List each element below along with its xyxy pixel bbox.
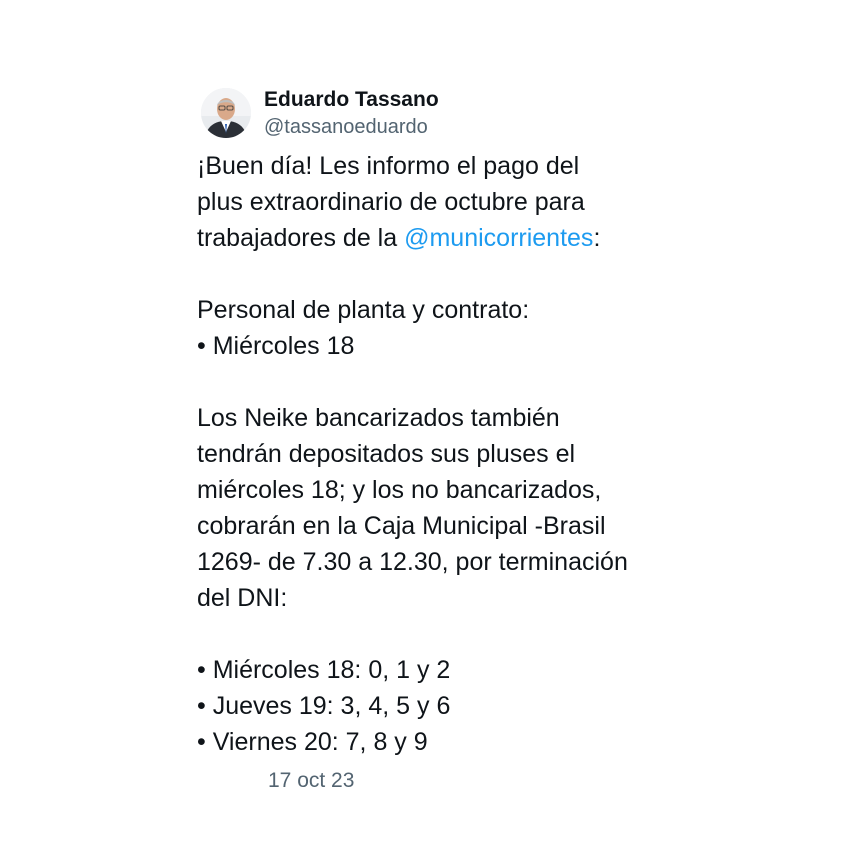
tweet-text <box>197 148 717 760</box>
spacer <box>197 364 717 400</box>
schedule-item: • Jueves 19: 3, 4, 5 y 6 <box>197 692 451 720</box>
author-names <box>264 86 439 140</box>
mention-link[interactable]: @municorrientes <box>404 224 594 252</box>
tweet-header <box>197 84 717 142</box>
text-line: Los Neike bancarizados también <box>197 404 560 432</box>
text-line: miércoles 18; y los no bancarizados, <box>197 476 602 504</box>
text-line: tendrán depositados sus pluses el <box>197 440 576 468</box>
author-handle[interactable]: @tassanoeduardo <box>264 116 428 138</box>
text-segment: : <box>593 224 601 252</box>
text-line: • Miércoles 18 <box>197 332 355 360</box>
paragraph-neike <box>197 400 717 616</box>
text-line-with-mention <box>197 220 717 256</box>
spacer <box>197 256 717 292</box>
paragraph-intro <box>197 148 717 256</box>
text-line: cobrarán en la Caja Municipal -Brasil <box>197 512 606 540</box>
profile-photo-icon <box>201 88 251 138</box>
schedule-item: • Viernes 20: 7, 8 y 9 <box>197 728 428 756</box>
text-line: del DNI: <box>197 584 288 612</box>
tweet-card <box>197 84 717 792</box>
avatar[interactable] <box>201 88 251 138</box>
text-segment: trabajadores de la <box>197 224 405 252</box>
paragraph-schedule <box>197 652 717 760</box>
spacer <box>197 616 717 652</box>
text-line: plus extraordinario de octubre para <box>197 188 585 216</box>
text-line: ¡Buen día! Les informo el pago del <box>197 152 580 180</box>
paragraph-staff <box>197 292 717 364</box>
text-line: Personal de planta y contrato: <box>197 296 530 324</box>
schedule-item: • Miércoles 18: 0, 1 y 2 <box>197 656 451 684</box>
tweet-timestamp[interactable]: 17 oct 23 <box>268 769 355 792</box>
author-display-name[interactable]: Eduardo Tassano <box>264 88 439 111</box>
text-line: 1269- de 7.30 a 12.30, por terminación <box>197 548 628 576</box>
